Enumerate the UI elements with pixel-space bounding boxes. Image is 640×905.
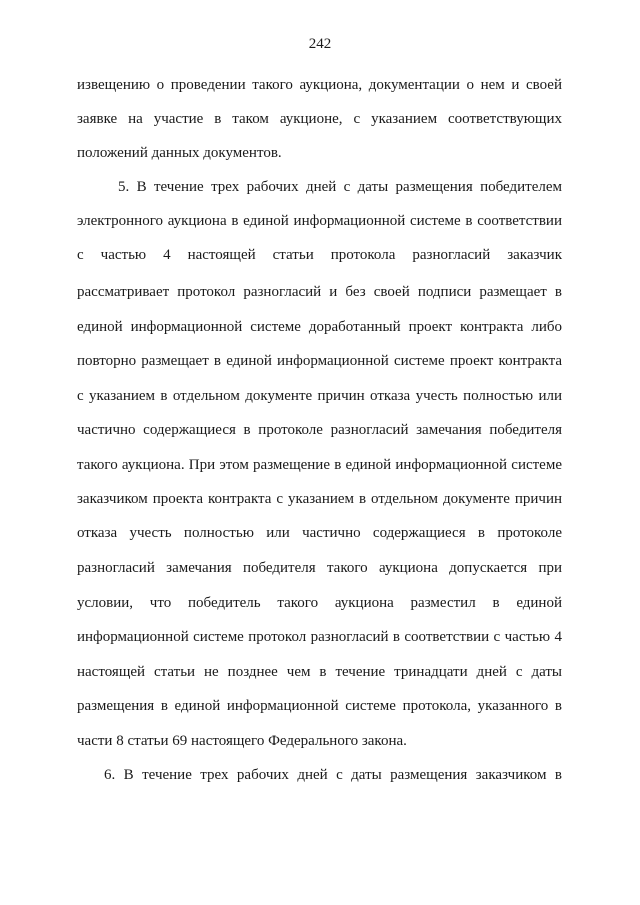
- text-line: электронного аукциона в единой информационной системе в соответствии: [77, 213, 562, 229]
- text-line: части 8 статьи 69 настоящего Федерального закона.: [77, 733, 407, 749]
- text-line: разногласий замечания победителя такого аукциона допускается при: [77, 560, 562, 576]
- text-line: условии, что победитель такого аукциона разместил в единой: [77, 595, 562, 611]
- paragraph-6-start: 6. В течение трех рабочих дней с даты размещения заказчиком в: [104, 767, 562, 783]
- text-line: информационной системе протокол разногласий в соответствии с частью 4: [77, 629, 562, 645]
- text-line: повторно размещает в единой информационной системе проект контракта: [77, 353, 562, 369]
- text-line: частично содержащиеся в протоколе разногласий замечания победителя: [77, 422, 562, 438]
- text-line: отказа учесть полностью или частично содержащиеся в протоколе: [77, 525, 562, 541]
- text-line: единой информационной системе доработанный проект контракта либо: [77, 319, 562, 335]
- text-line: заказчиком проекта контракта с указанием в отдельном документе причин: [77, 491, 562, 507]
- text-line: положений данных документов.: [77, 145, 282, 161]
- text-line: заявке на участие в таком аукционе, с указанием соответствующих: [77, 111, 562, 127]
- text-line: с частью 4 настоящей статьи протокола разногласий заказчик: [77, 247, 562, 263]
- text-line: извещению о проведении такого аукциона, документации о нем и своей: [77, 77, 562, 93]
- text-line: с указанием в отдельном документе причин отказа учесть полностью или: [77, 388, 562, 404]
- paragraph-5-start: 5. В течение трех рабочих дней с даты размещения победителем: [118, 179, 562, 195]
- text-line: настоящей статьи не позднее чем в течение тринадцати дней с даты: [77, 664, 562, 680]
- text-line: размещения в единой информационной системе протокола, указанного в: [77, 698, 562, 714]
- page-number: 242: [308, 36, 332, 52]
- text-line: такого аукциона. При этом размещение в единой информационной системе: [77, 457, 562, 473]
- text-line: рассматривает протокол разногласий и без своей подписи размещает в: [77, 284, 562, 300]
